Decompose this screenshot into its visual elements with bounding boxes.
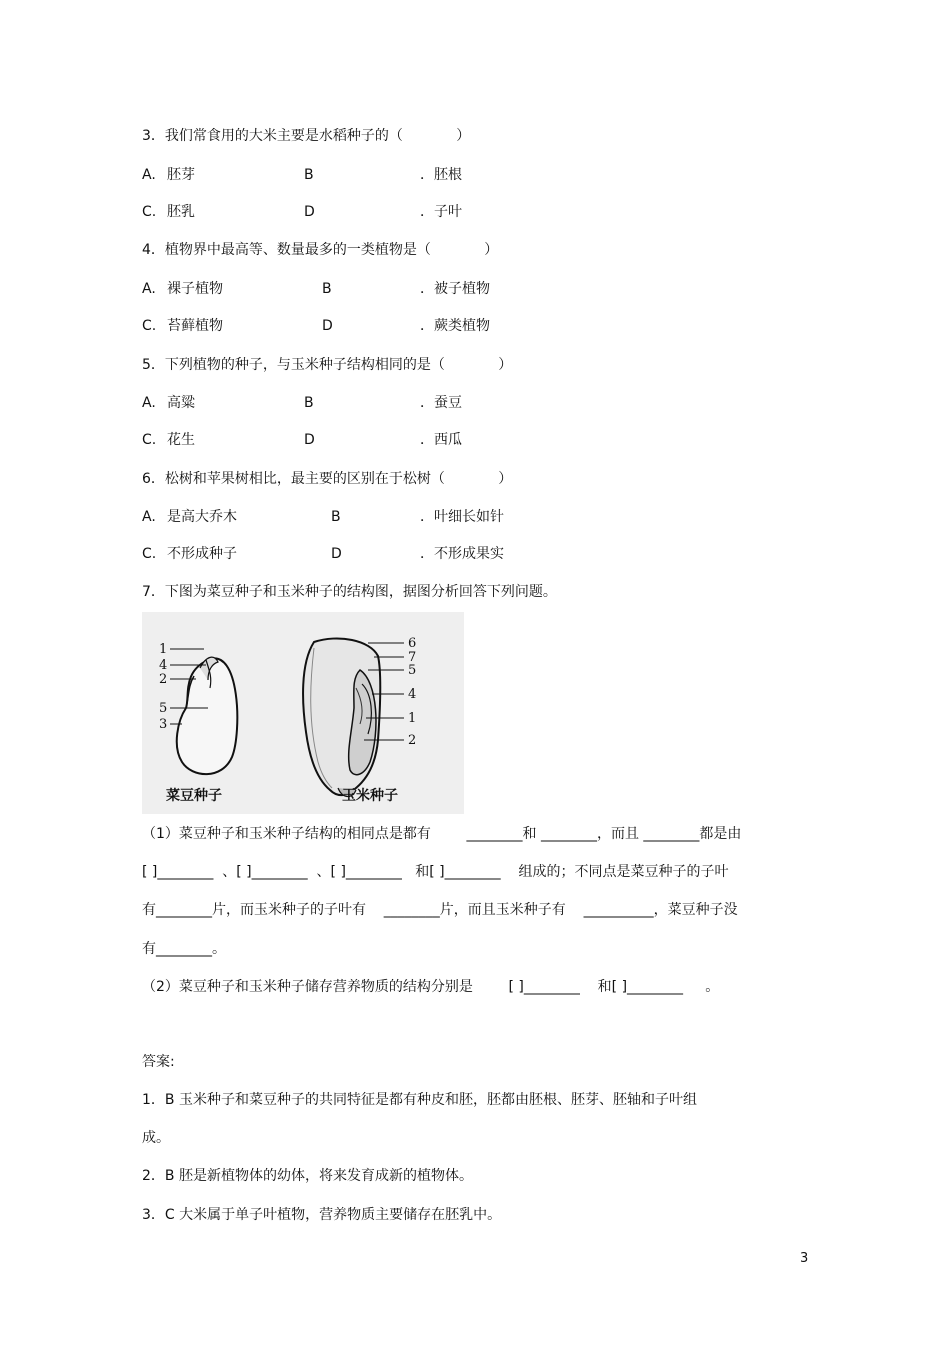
option-c-letter: C.	[142, 318, 157, 334]
corn-label-7: 7	[408, 650, 417, 665]
option-a-text: 胚芽	[167, 167, 195, 183]
question-7-stem: 7．下图为菜豆种子和玉米种子的结构图，据图分析回答下列问题。	[142, 584, 557, 600]
option-c-letter: C.	[142, 546, 157, 562]
option-a-letter: A.	[142, 395, 156, 411]
option-b-text: ．叶细长如针	[420, 509, 504, 525]
corn-label-2: 2	[408, 733, 417, 748]
bean-label-1: 1	[159, 642, 168, 657]
option-d-letter: D	[322, 318, 333, 334]
q7-sub1-line3: 有________片，而玉米种子的子叶有 ________片，而且玉米种子有 __________，菜豆种子没	[142, 902, 738, 918]
option-d-text: ．子叶	[420, 204, 462, 220]
option-a-text: 高粱	[167, 395, 195, 411]
bean-label-2: 2	[159, 672, 168, 687]
option-a-text: 是高大乔木	[167, 509, 237, 525]
option-b-letter: B	[304, 395, 314, 411]
q7-sub1-line4: 有________。	[142, 941, 226, 957]
option-c-letter: C.	[142, 204, 157, 220]
option-c-text: 苔藓植物	[167, 318, 223, 334]
option-c-letter: C.	[142, 432, 157, 448]
corn-label-1: 1	[408, 711, 417, 726]
bean-label-4: 4	[159, 658, 168, 673]
corn-label-6: 6	[408, 636, 417, 651]
option-d-letter: D	[331, 546, 342, 562]
answer-line: 1．B 玉米种子和菜豆种子的共同特征是都有种皮和胚，胚都由胚根、胚芽、胚轴和子叶组	[142, 1092, 697, 1108]
answer-line: 2．B 胚是新植物体的幼体，将来发育成新的植物体。	[142, 1168, 473, 1184]
option-b-text: ．胚根	[420, 167, 462, 183]
option-d-text: ．蕨类植物	[420, 318, 490, 334]
option-d-text: ．不形成果实	[420, 546, 504, 562]
page-number: 3	[800, 1251, 809, 1266]
bean-seed-caption: 菜豆种子	[166, 788, 222, 804]
option-a-text: 裸子植物	[167, 281, 223, 297]
option-b-letter: B	[304, 167, 314, 183]
option-d-text: ．西瓜	[420, 432, 462, 448]
option-d-letter: D	[304, 432, 315, 448]
bean-label-3: 3	[159, 717, 168, 732]
question-6-stem: 6．松树和苹果树相比，最主要的区别在于松树（ ）	[142, 471, 513, 487]
seed-structure-figure	[142, 612, 464, 814]
corn-label-5: 5	[408, 663, 417, 678]
corn-seed-diagram	[303, 636, 416, 804]
q7-sub2: （2）菜豆种子和玉米种子储存营养物质的结构分别是 [ ]________ 和[ ]________ 。	[142, 979, 720, 995]
q7-sub1-line1: （1）菜豆种子和玉米种子结构的相同点是都有 ________和 ________，而且 ________都是由	[142, 826, 742, 842]
option-b-letter: B	[331, 509, 341, 525]
bean-label-5: 5	[159, 701, 168, 716]
question-3-stem: 3．我们常食用的大米主要是水稻种子的（ ）	[142, 128, 471, 144]
option-c-text: 不形成种子	[167, 546, 237, 562]
question-4-stem: 4．植物界中最高等、数量最多的一类植物是（ ）	[142, 242, 499, 258]
question-5-stem: 5．下列植物的种子，与玉米种子结构相同的是（ ）	[142, 357, 513, 373]
bean-seed-diagram	[159, 642, 237, 804]
corn-label-4: 4	[408, 687, 417, 702]
option-b-text: ．蚕豆	[420, 395, 462, 411]
q7-sub1-line2: [ ]________ 、[ ]________ 、[ ]________ 和[ ]________ 组成的；不同点是菜豆种子的子叶	[142, 864, 729, 880]
option-c-text: 胚乳	[167, 204, 195, 220]
option-a-letter: A.	[142, 167, 156, 183]
option-b-text: ．被子植物	[420, 281, 490, 297]
option-b-letter: B	[322, 281, 332, 297]
option-c-text: 花生	[167, 432, 195, 448]
option-a-letter: A.	[142, 281, 156, 297]
answers-heading: 答案:	[142, 1054, 175, 1070]
option-d-letter: D	[304, 204, 315, 220]
option-a-letter: A.	[142, 509, 156, 525]
answer-line: 成。	[142, 1130, 170, 1146]
corn-seed-caption: 玉米种子	[342, 788, 398, 804]
answer-line: 3．C 大米属于单子叶植物，营养物质主要储存在胚乳中。	[142, 1207, 502, 1223]
